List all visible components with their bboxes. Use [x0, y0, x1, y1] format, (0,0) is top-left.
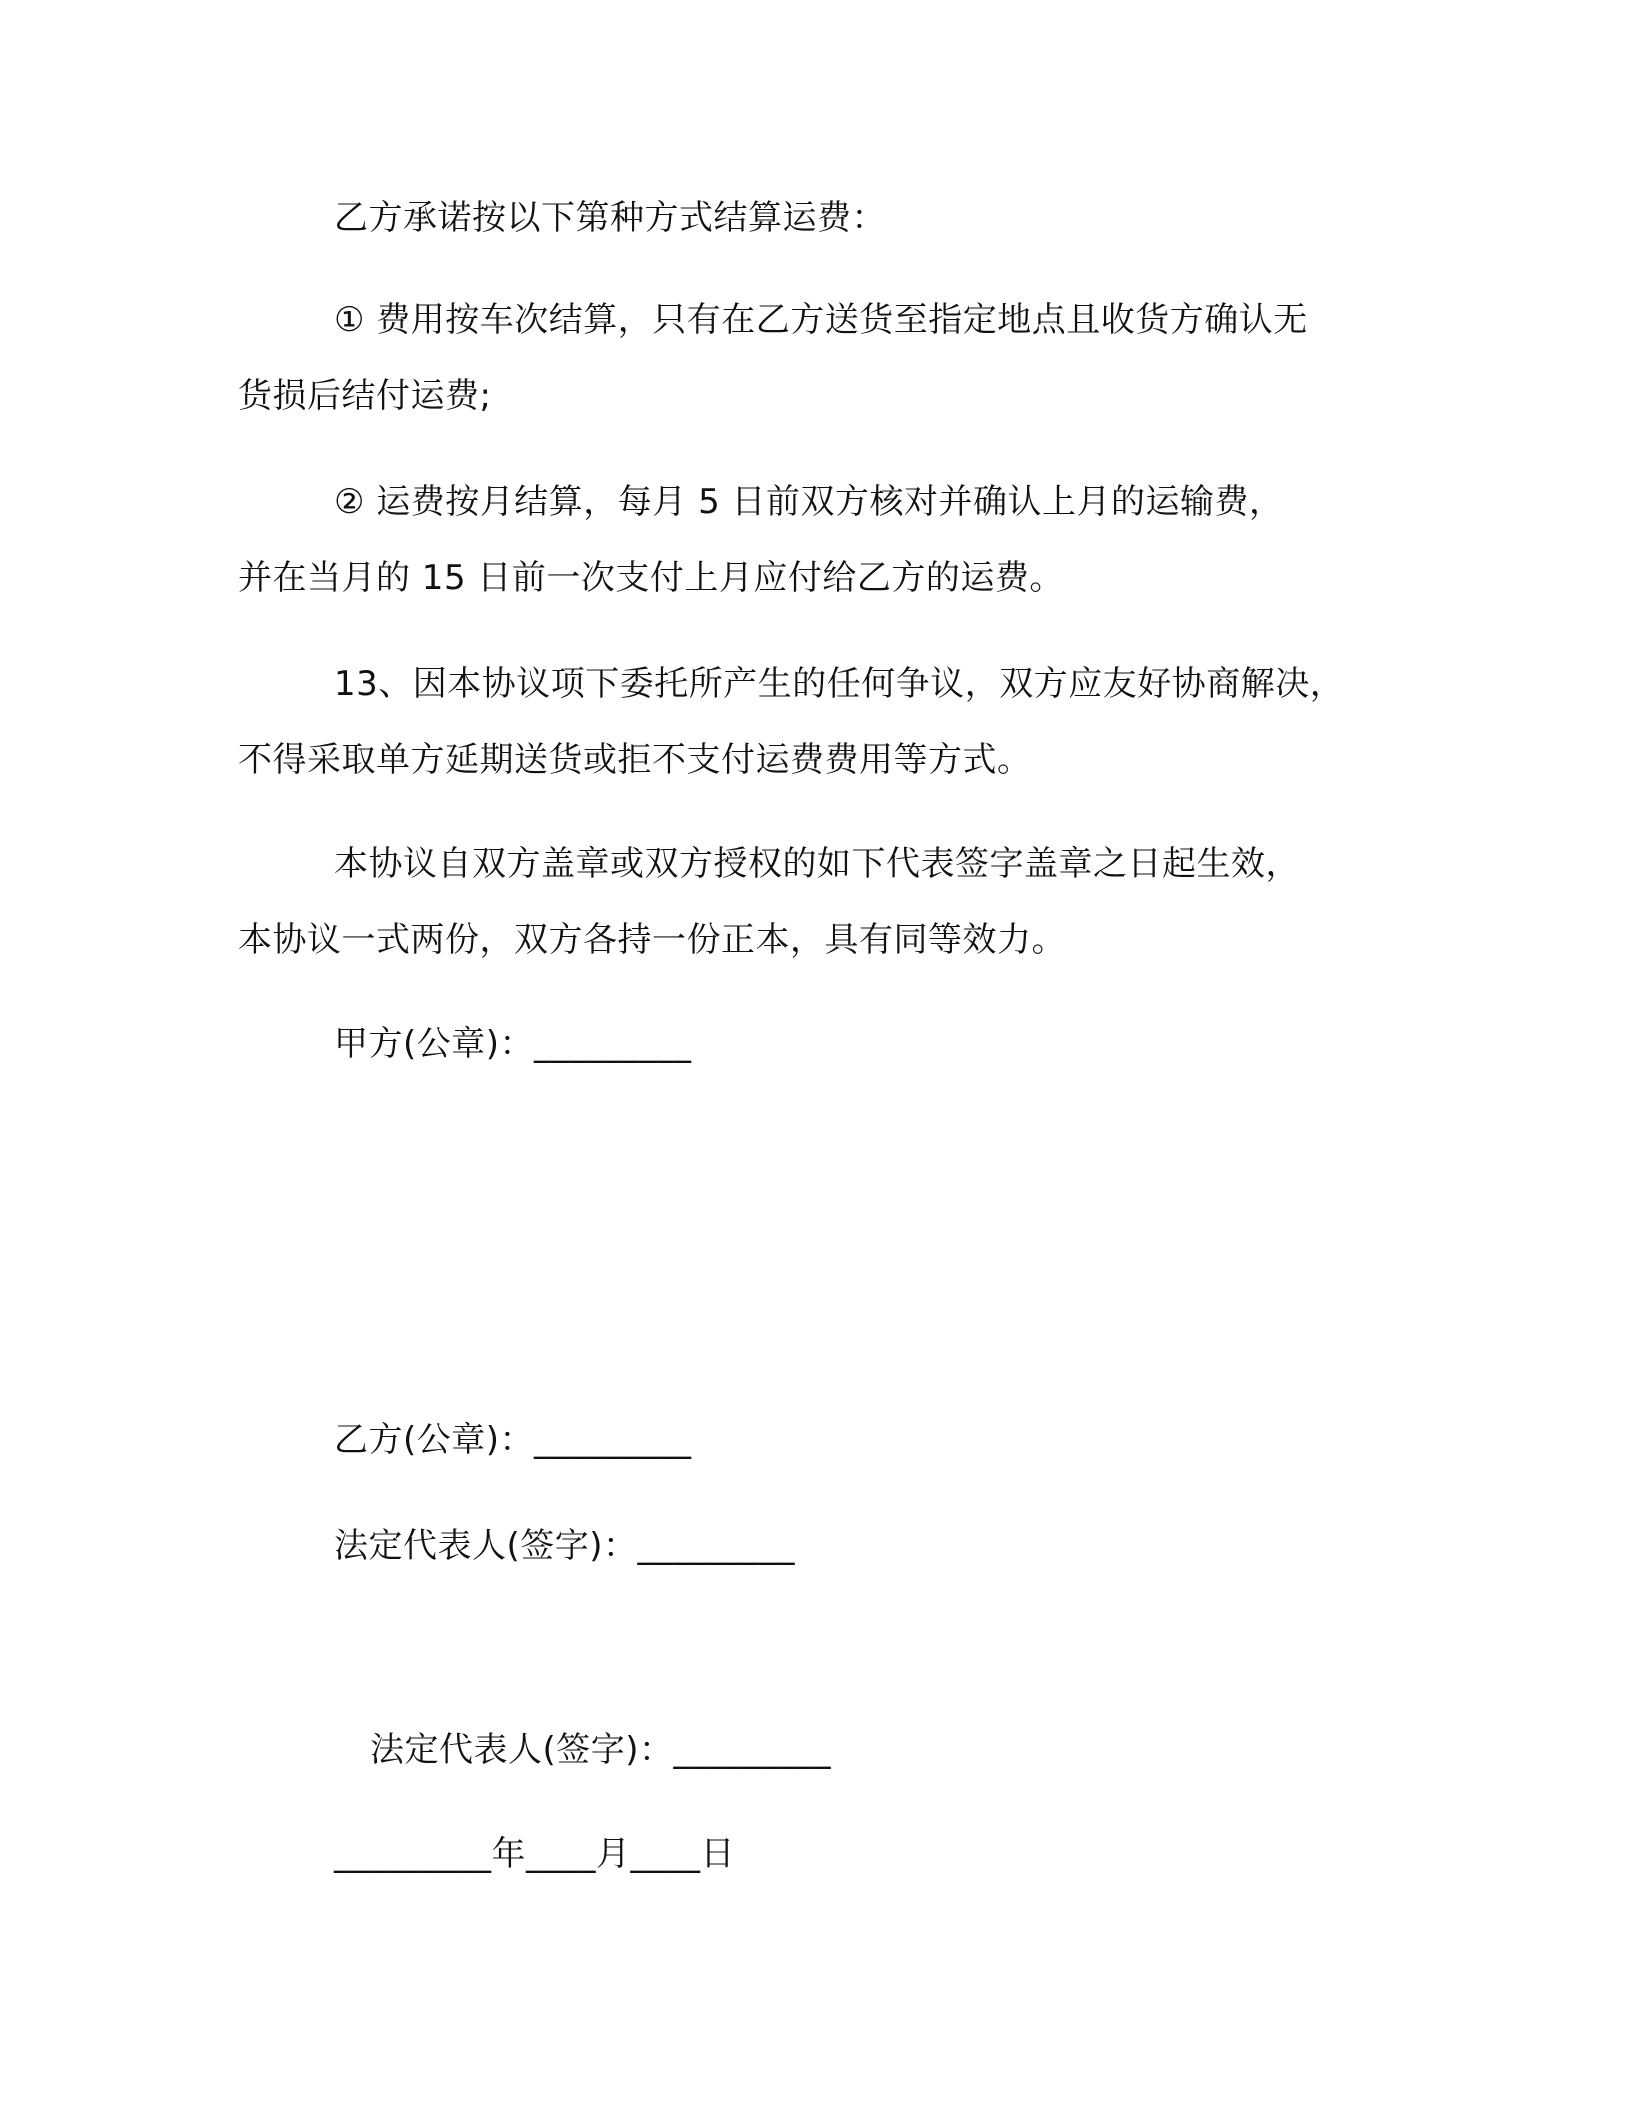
- effectiveness-line-1: 本协议自双方盖章或双方授权的如下代表签字盖章之日起生效，: [334, 844, 1300, 884]
- option-1-line-1: ① 费用按车次结算，只有在乙方送货至指定地点且收货方确认无: [334, 300, 1308, 340]
- party-a-seal: 甲方(公章)：_________: [334, 1024, 692, 1064]
- party-b-seal: 乙方(公章)：_________: [334, 1420, 692, 1460]
- legal-rep-signature-1: 法定代表人(签字)：_________: [334, 1526, 796, 1566]
- settlement-intro: 乙方承诺按以下第种方式结算运费：: [334, 198, 886, 238]
- option-1-line-2: 货损后结付运费;: [238, 376, 492, 416]
- clause-13-line-2: 不得采取单方延期送货或拒不支付运费费用等方式。: [238, 740, 1032, 780]
- legal-rep-signature-2: 法定代表人(签字)：_________: [370, 1730, 832, 1770]
- option-2-line-2: 并在当月的 15 日前一次支付上月应付给乙方的运费。: [238, 558, 1064, 598]
- clause-13-line-1: 13、因本协议项下委托所产生的任何争议，双方应友好协商解决，: [334, 664, 1345, 704]
- signature-date: _________年____月____日: [334, 1834, 735, 1874]
- effectiveness-line-2: 本协议一式两份，双方各持一份正本，具有同等效力。: [238, 920, 1066, 960]
- option-2-line-1: ② 运费按月结算，每月 5 日前双方核对并确认上月的运输费，: [334, 482, 1284, 522]
